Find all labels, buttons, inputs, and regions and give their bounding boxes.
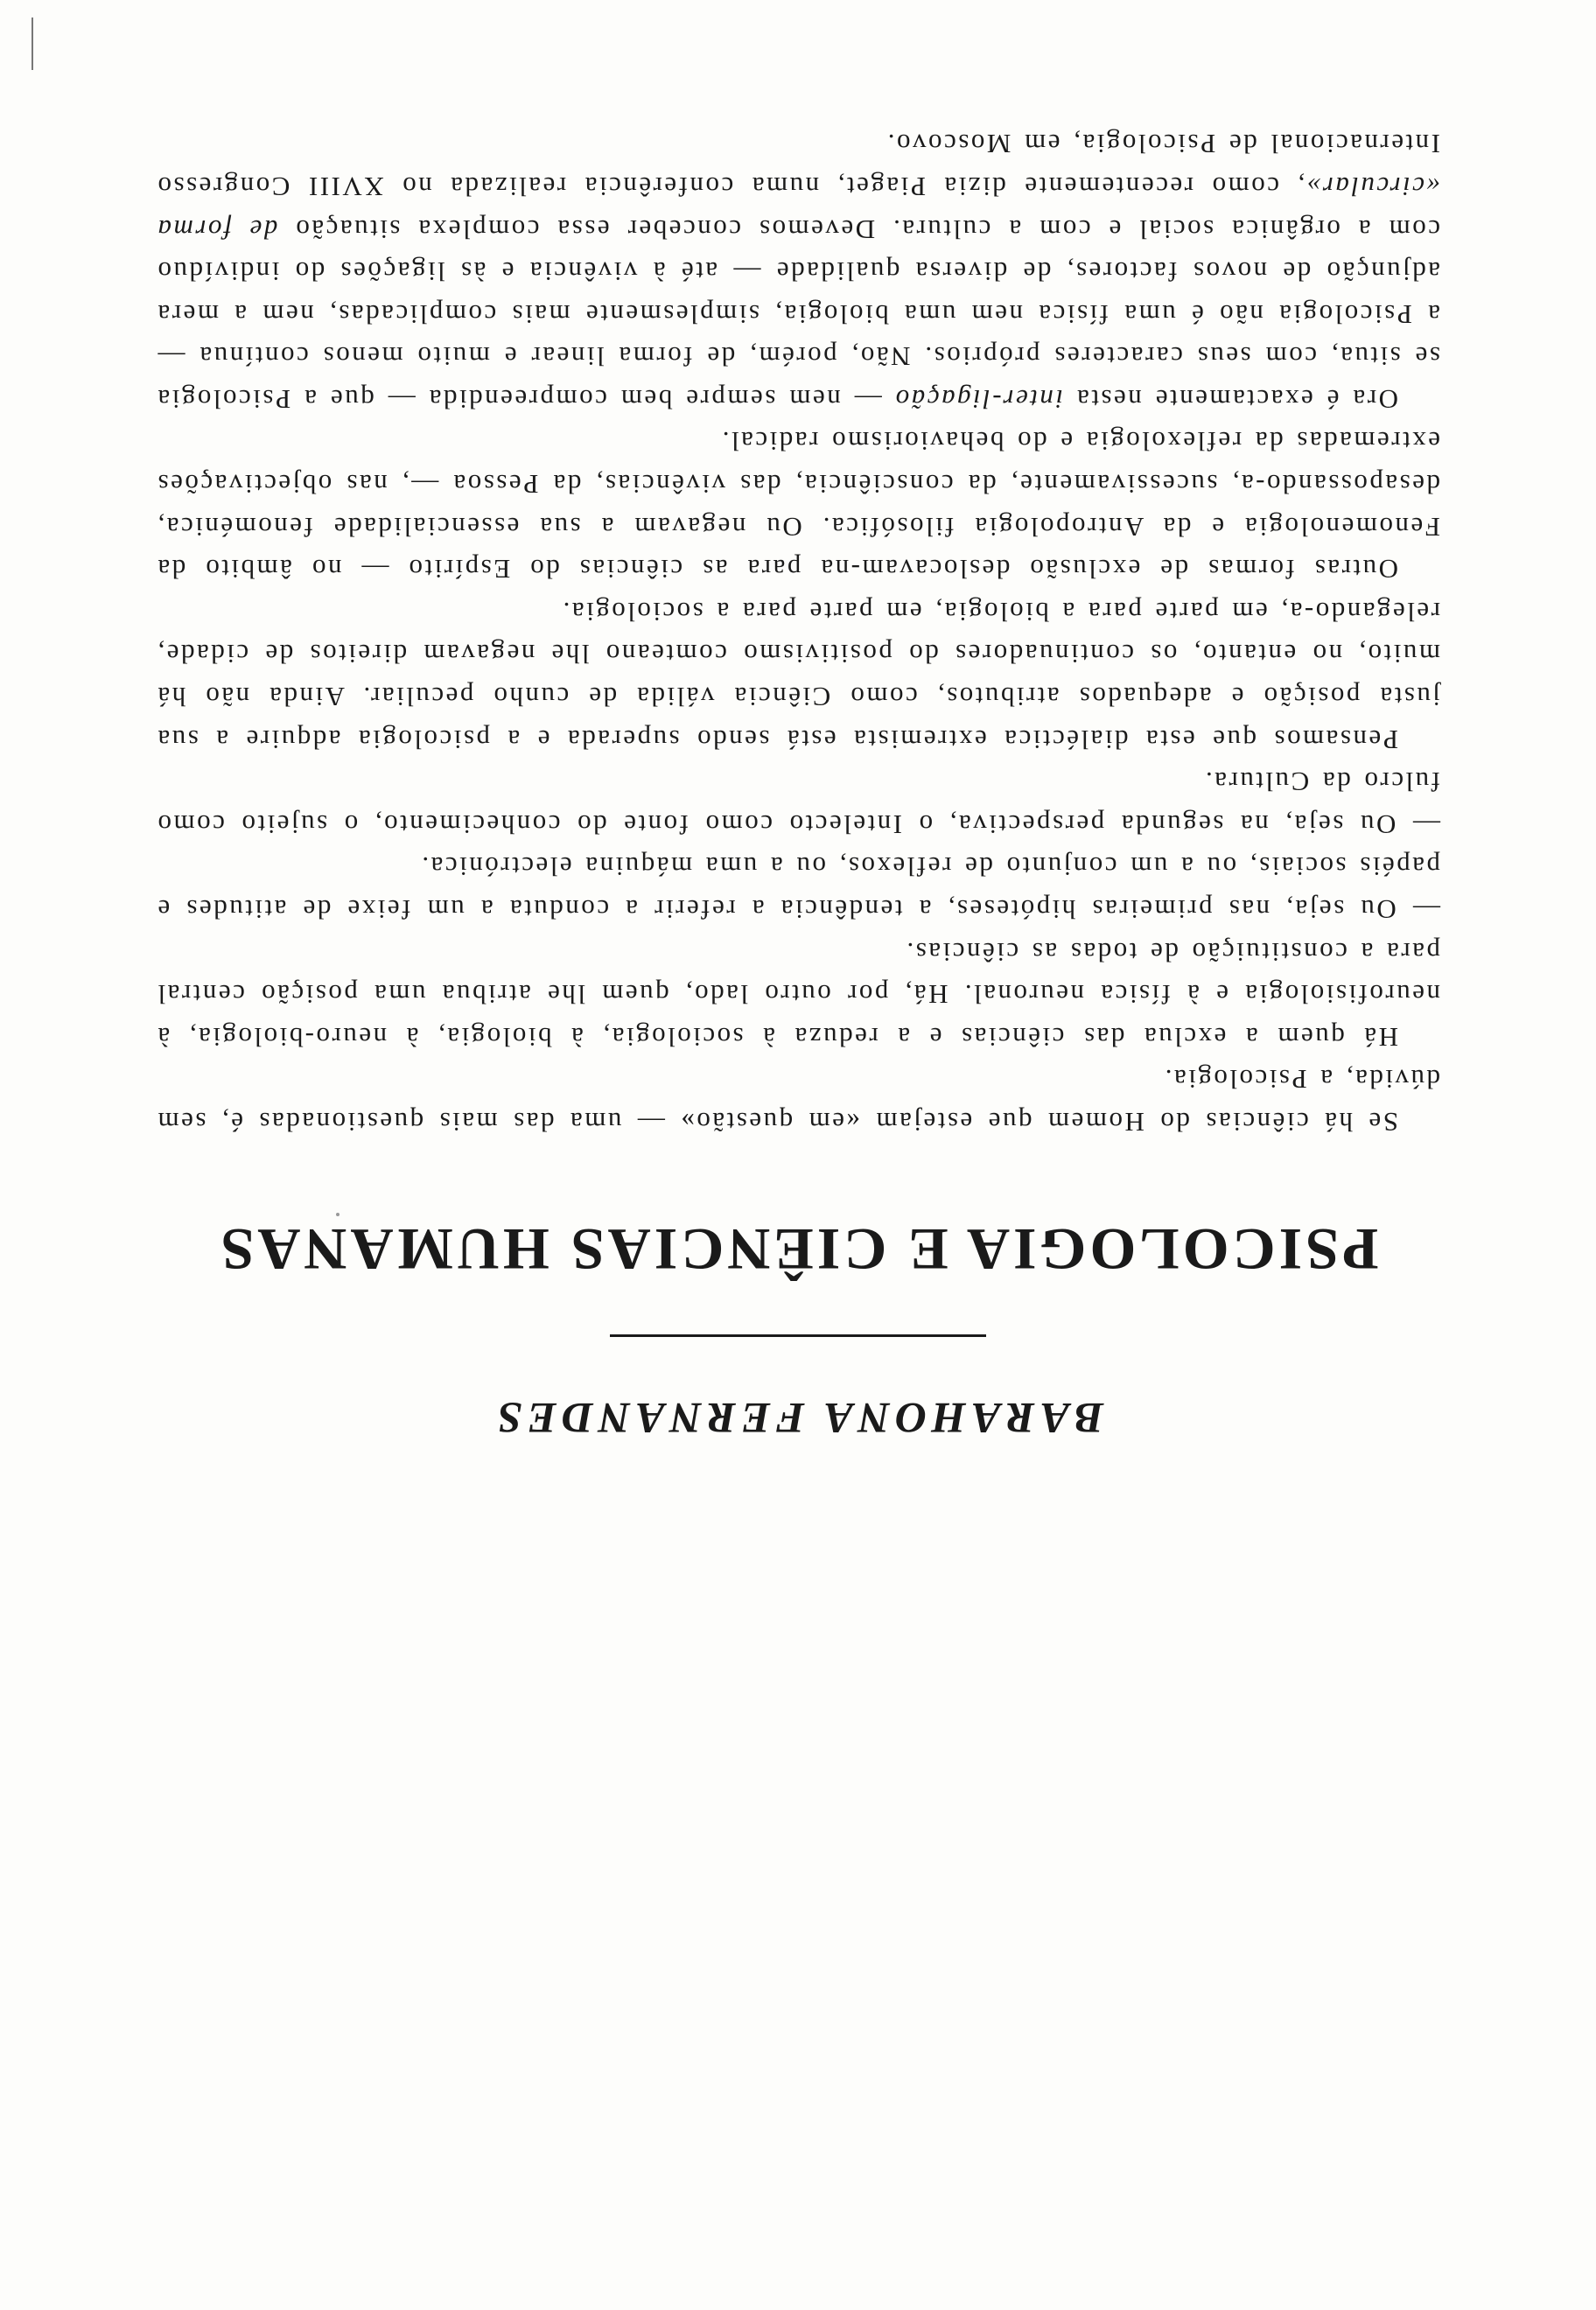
- paragraph-text: Ora é exactamente nesta: [1063, 383, 1398, 415]
- author-name: BARAHONA FERNANDES: [492, 1394, 1104, 1443]
- paragraph: Pensamos que esta dialéctica extremista está sendo superada e a psicologia adquire a sua justa posição e adequados atributos, como Ciência válida de cunho peculiar. Ainda não há muito, no entanto, os continuadores do positivismo comteano lhe negavam direitos de cidade, relegando-a, em parte para a biologia, em parte para a sociologia.: [156, 596, 1440, 755]
- scan-edge-mark: [32, 18, 33, 70]
- article-body: [156, 122, 1440, 1143]
- scan-speck: [336, 1213, 340, 1216]
- article-title: PSICOLOGIA E CIÊNCIAS HUMANAS: [217, 1216, 1379, 1283]
- paragraph-text: , como recentemente dizia Piaget, numa conferência realizada no XVIII Congresso Internacional de Psicologia, em Moscovo.: [156, 129, 1440, 202]
- article: [156, 122, 1440, 1444]
- paragraph: — Ou seja, nas primeiras hipóteses, a tendência a referir a conduta a um feixe de atitudes e papéis sociais, ou a um conjunto de reflexos, ou a uma máquina electrónica.: [156, 851, 1440, 926]
- paragraph: [156, 122, 1440, 420]
- title-divider: [610, 1334, 986, 1337]
- paragraph: Se há ciências do Homem que estejam «em questão» — uma das mais questionadas é, sem dúvida, a Psicologia.: [156, 1064, 1440, 1138]
- paragraph: Há quem a exclua das ciências e a reduza à sociologia, à biologia, à neuro-biologia, à neurofisiologia e à física neuronal. Há, por outro lado, quem lhe atribua uma posição central para a constituição de todas as ciências.: [156, 936, 1440, 1053]
- italic-term: de forma «circular»: [156, 171, 1440, 245]
- paragraph: — Ou seja, na segunda perspectiva, o Intelecto como fonte do conhecimento, o sujeito como fulcro da Cultura.: [156, 766, 1440, 840]
- paragraph-text: — nem sempre bem compreendida — que a Psicologia se situa, com seus caracteres próprios. Não, porém, de forma linear e muito menos contínua — a Psicologia não é uma física nem uma biologia, simplesmente mais complicadas, nem a mera adjunção de novos factores, de diversa qualidade — até à vivência e às ligações do indivíduo com a orgânica social e com a cultura. Devemos conceber essa complexa situação: [155, 214, 1440, 415]
- italic-term: inter-ligação: [893, 383, 1064, 415]
- paragraph: Outras formas de exclusão deslocavam-na para as ciências do Espírito — no âmbito da Fenomenologia e da Antropologia filosófica. Ou negavam a sua essencialidade fenoménica, desapossando-a, sucessivamente, da consciência, das vivências, da Pessoa —, nas objectivações extremadas da reflexologia e do behaviorismo radical.: [156, 426, 1440, 585]
